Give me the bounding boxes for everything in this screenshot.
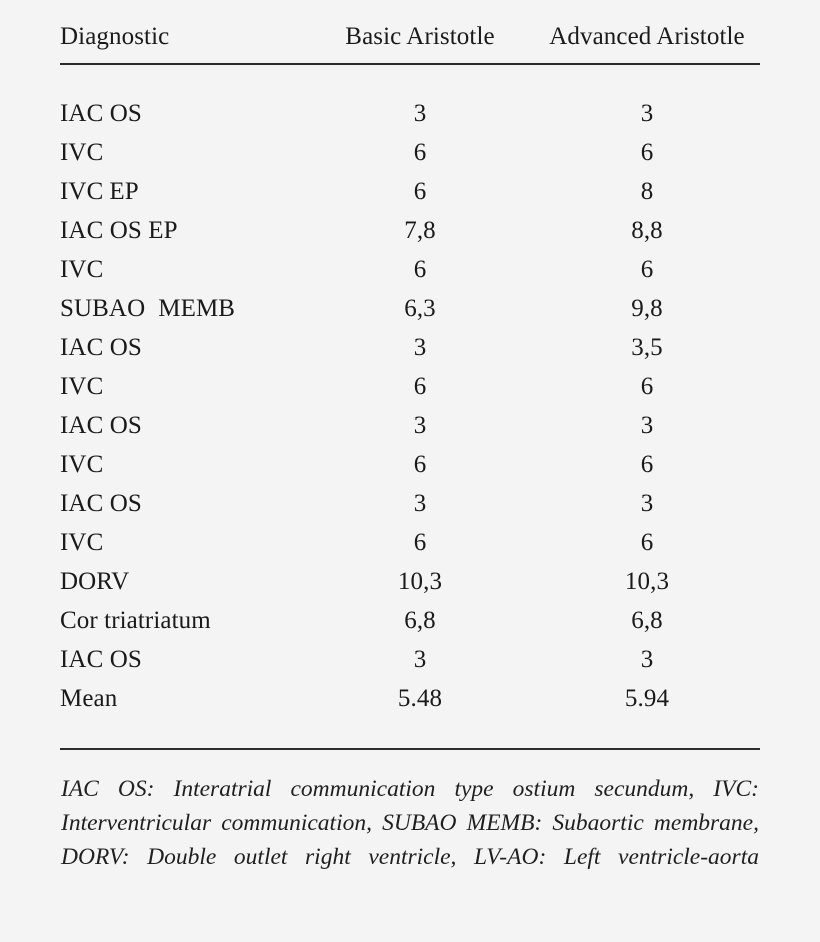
table-row bbox=[60, 64, 760, 133]
cell-advanced: 10,3 bbox=[624, 567, 670, 595]
cell-advanced: 6 bbox=[640, 450, 654, 478]
table-header-row bbox=[60, 22, 760, 64]
cell-diagnostic: Mean bbox=[60, 684, 118, 712]
cell-basic: 7,8 bbox=[404, 216, 436, 244]
cell-basic: 6 bbox=[413, 255, 427, 283]
table-footnote: IAC OS: Interatrial communication type ostium secundum, IVC: Interventricular communication, SUBAO MEMB: Subaortic membrane, DORV: Double outlet right ventricle, LV-AO: Left ventricle-aorta bbox=[61, 776, 759, 870]
cell-diagnostic: IVC bbox=[60, 255, 104, 283]
column-header-diagnostic: Diagnostic bbox=[60, 22, 306, 64]
cell-advanced: 6 bbox=[640, 528, 654, 556]
cell-diagnostic: IVC bbox=[60, 138, 104, 166]
cell-advanced: 3 bbox=[640, 489, 654, 517]
table-row bbox=[60, 172, 760, 211]
cell-advanced: 6,8 bbox=[631, 606, 663, 634]
table-row bbox=[60, 211, 760, 250]
cell-advanced: 3,5 bbox=[631, 333, 663, 361]
cell-advanced: 6 bbox=[640, 138, 654, 166]
cell-basic: 10,3 bbox=[397, 567, 443, 595]
cell-diagnostic: IVC bbox=[60, 528, 104, 556]
cell-advanced: 8,8 bbox=[631, 216, 663, 244]
cell-basic: 3 bbox=[413, 411, 427, 439]
cell-advanced: 5.94 bbox=[624, 684, 670, 712]
table-row bbox=[60, 679, 760, 718]
cell-basic: 6 bbox=[413, 138, 427, 166]
table-body bbox=[60, 64, 760, 718]
cell-advanced: 3 bbox=[640, 645, 654, 673]
cell-advanced: 6 bbox=[640, 255, 654, 283]
cell-diagnostic: IAC OS bbox=[60, 99, 142, 127]
table-header bbox=[60, 22, 760, 64]
cell-basic: 3 bbox=[413, 333, 427, 361]
cell-diagnostic: IAC OS bbox=[60, 489, 142, 517]
column-header-basic-aristotle: Basic Aristotle bbox=[306, 22, 534, 64]
cell-advanced: 3 bbox=[640, 411, 654, 439]
table-row bbox=[60, 328, 760, 367]
column-header-advanced-aristotle: Advanced Aristotle bbox=[534, 22, 760, 64]
cell-diagnostic: IVC bbox=[60, 372, 104, 400]
table-row bbox=[60, 133, 760, 172]
cell-diagnostic: IAC OS EP bbox=[60, 216, 178, 244]
table-row bbox=[60, 601, 760, 640]
cell-diagnostic: IAC OS bbox=[60, 333, 142, 361]
cell-diagnostic: IAC OS bbox=[60, 411, 142, 439]
cell-diagnostic: IVC EP bbox=[60, 177, 139, 205]
table-row bbox=[60, 640, 760, 679]
cell-diagnostic: SUBAO MEMB bbox=[60, 294, 236, 322]
table-bottom-rule bbox=[60, 748, 760, 750]
cell-basic: 5.48 bbox=[397, 684, 443, 712]
table-row bbox=[60, 484, 760, 523]
cell-basic: 3 bbox=[413, 645, 427, 673]
diagnostic-table bbox=[60, 22, 760, 718]
cell-diagnostic: IVC bbox=[60, 450, 104, 478]
table-row bbox=[60, 445, 760, 484]
cell-basic: 6,8 bbox=[404, 606, 436, 634]
cell-advanced: 8 bbox=[640, 177, 654, 205]
cell-basic: 3 bbox=[413, 489, 427, 517]
cell-basic: 6 bbox=[413, 372, 427, 400]
table-row bbox=[60, 562, 760, 601]
cell-basic: 3 bbox=[413, 99, 427, 127]
table-row bbox=[60, 367, 760, 406]
cell-diagnostic: IAC OS bbox=[60, 645, 142, 673]
cell-advanced: 9,8 bbox=[631, 294, 663, 322]
table-row bbox=[60, 289, 760, 328]
cell-basic: 6 bbox=[413, 450, 427, 478]
cell-basic: 6 bbox=[413, 528, 427, 556]
cell-diagnostic: DORV bbox=[60, 567, 130, 595]
cell-advanced: 6 bbox=[640, 372, 654, 400]
table-row bbox=[60, 523, 760, 562]
table-container bbox=[60, 22, 760, 718]
table-row bbox=[60, 250, 760, 289]
cell-advanced: 3 bbox=[640, 99, 654, 127]
cell-basic: 6,3 bbox=[404, 294, 436, 322]
cell-basic: 6 bbox=[413, 177, 427, 205]
table-row bbox=[60, 406, 760, 445]
cell-diagnostic: Cor triatriatum bbox=[60, 606, 211, 634]
